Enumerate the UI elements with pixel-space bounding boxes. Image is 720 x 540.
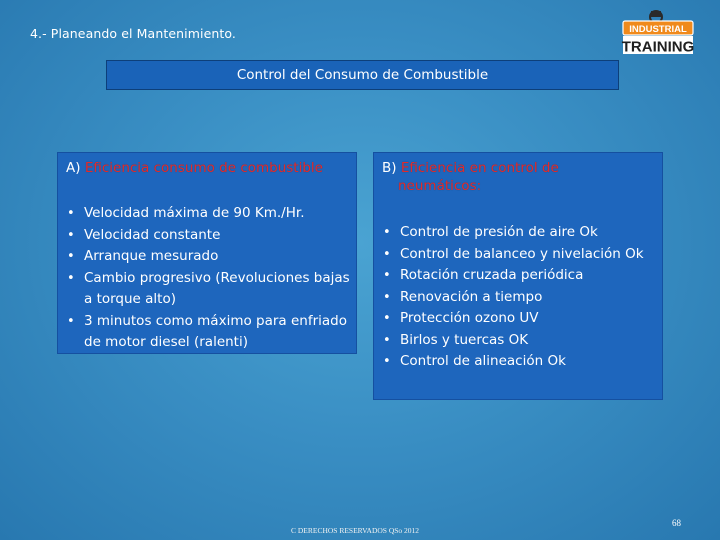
- bullet-icon: •: [383, 354, 391, 369]
- bullet-icon: •: [67, 227, 75, 243]
- panel-a-heading: [66, 159, 323, 177]
- slide-title-banner: Control del Consumo de Combustible: [106, 60, 619, 90]
- bullet-icon: •: [383, 225, 391, 240]
- list-item: • Birlos y tuercas OK: [383, 330, 658, 352]
- panel-b-heading: [382, 159, 652, 195]
- bullet-icon: •: [383, 268, 391, 283]
- list-item: • Protección ozono UV: [383, 308, 658, 330]
- panel-fuel-efficiency: [57, 152, 357, 354]
- panel-a-list: [67, 203, 352, 354]
- industrial-training-logo: [617, 8, 697, 58]
- panel-b-list: [383, 222, 658, 373]
- list-item: • Control de alineación Ok: [383, 351, 658, 373]
- panel-tire-efficiency: [373, 152, 663, 400]
- slide-section-title: 4.- Planeando el Mantenimiento.: [30, 26, 236, 41]
- list-item: • Velocidad constante: [67, 225, 352, 247]
- logo-text-training: TRAINING: [621, 38, 695, 56]
- bullet-icon: •: [67, 206, 75, 221]
- bullet-icon: •: [383, 311, 391, 326]
- list-item: • Rotación cruzada periódica: [383, 265, 658, 287]
- list-item: • Control de balanceo y nivelación Ok: [383, 244, 658, 266]
- list-item: • Arranque mesurado: [67, 246, 352, 268]
- logo-emblem: [651, 11, 661, 17]
- panel-b-prefix: B): [382, 160, 397, 176]
- bullet-icon: •: [383, 246, 391, 262]
- list-item: • Cambio progresivo (Revoluciones bajas a torque alto): [67, 269, 350, 307]
- copyright-footer: C DERECHOS RESERVADOS QSo 2012: [291, 526, 420, 535]
- bullet-icon: •: [67, 270, 75, 286]
- page-number: 68: [672, 518, 681, 528]
- panel-a-prefix: A): [66, 160, 81, 176]
- list-item: • Velocidad máxima de 90 Km./Hr.: [67, 203, 352, 225]
- bullet-icon: •: [383, 289, 391, 305]
- list-item: • Renovación a tiempo: [383, 287, 658, 309]
- bullet-icon: •: [383, 332, 391, 348]
- panel-b-heading-line1: Eficiencia en control de: [400, 160, 559, 176]
- list-item: • Control de presión de aire Ok: [383, 222, 658, 244]
- panel-b-heading-line2: neumáticos:: [398, 178, 482, 194]
- logo-text-industrial: INDUSTRIAL: [629, 24, 687, 35]
- bullet-icon: •: [67, 249, 75, 264]
- bullet-icon: •: [67, 313, 75, 329]
- list-item: • 3 minutos como máximo para enfriado de motor diesel (ralenti): [67, 312, 347, 350]
- panel-a-heading-text: Eficiencia consumo de combustible: [84, 160, 323, 176]
